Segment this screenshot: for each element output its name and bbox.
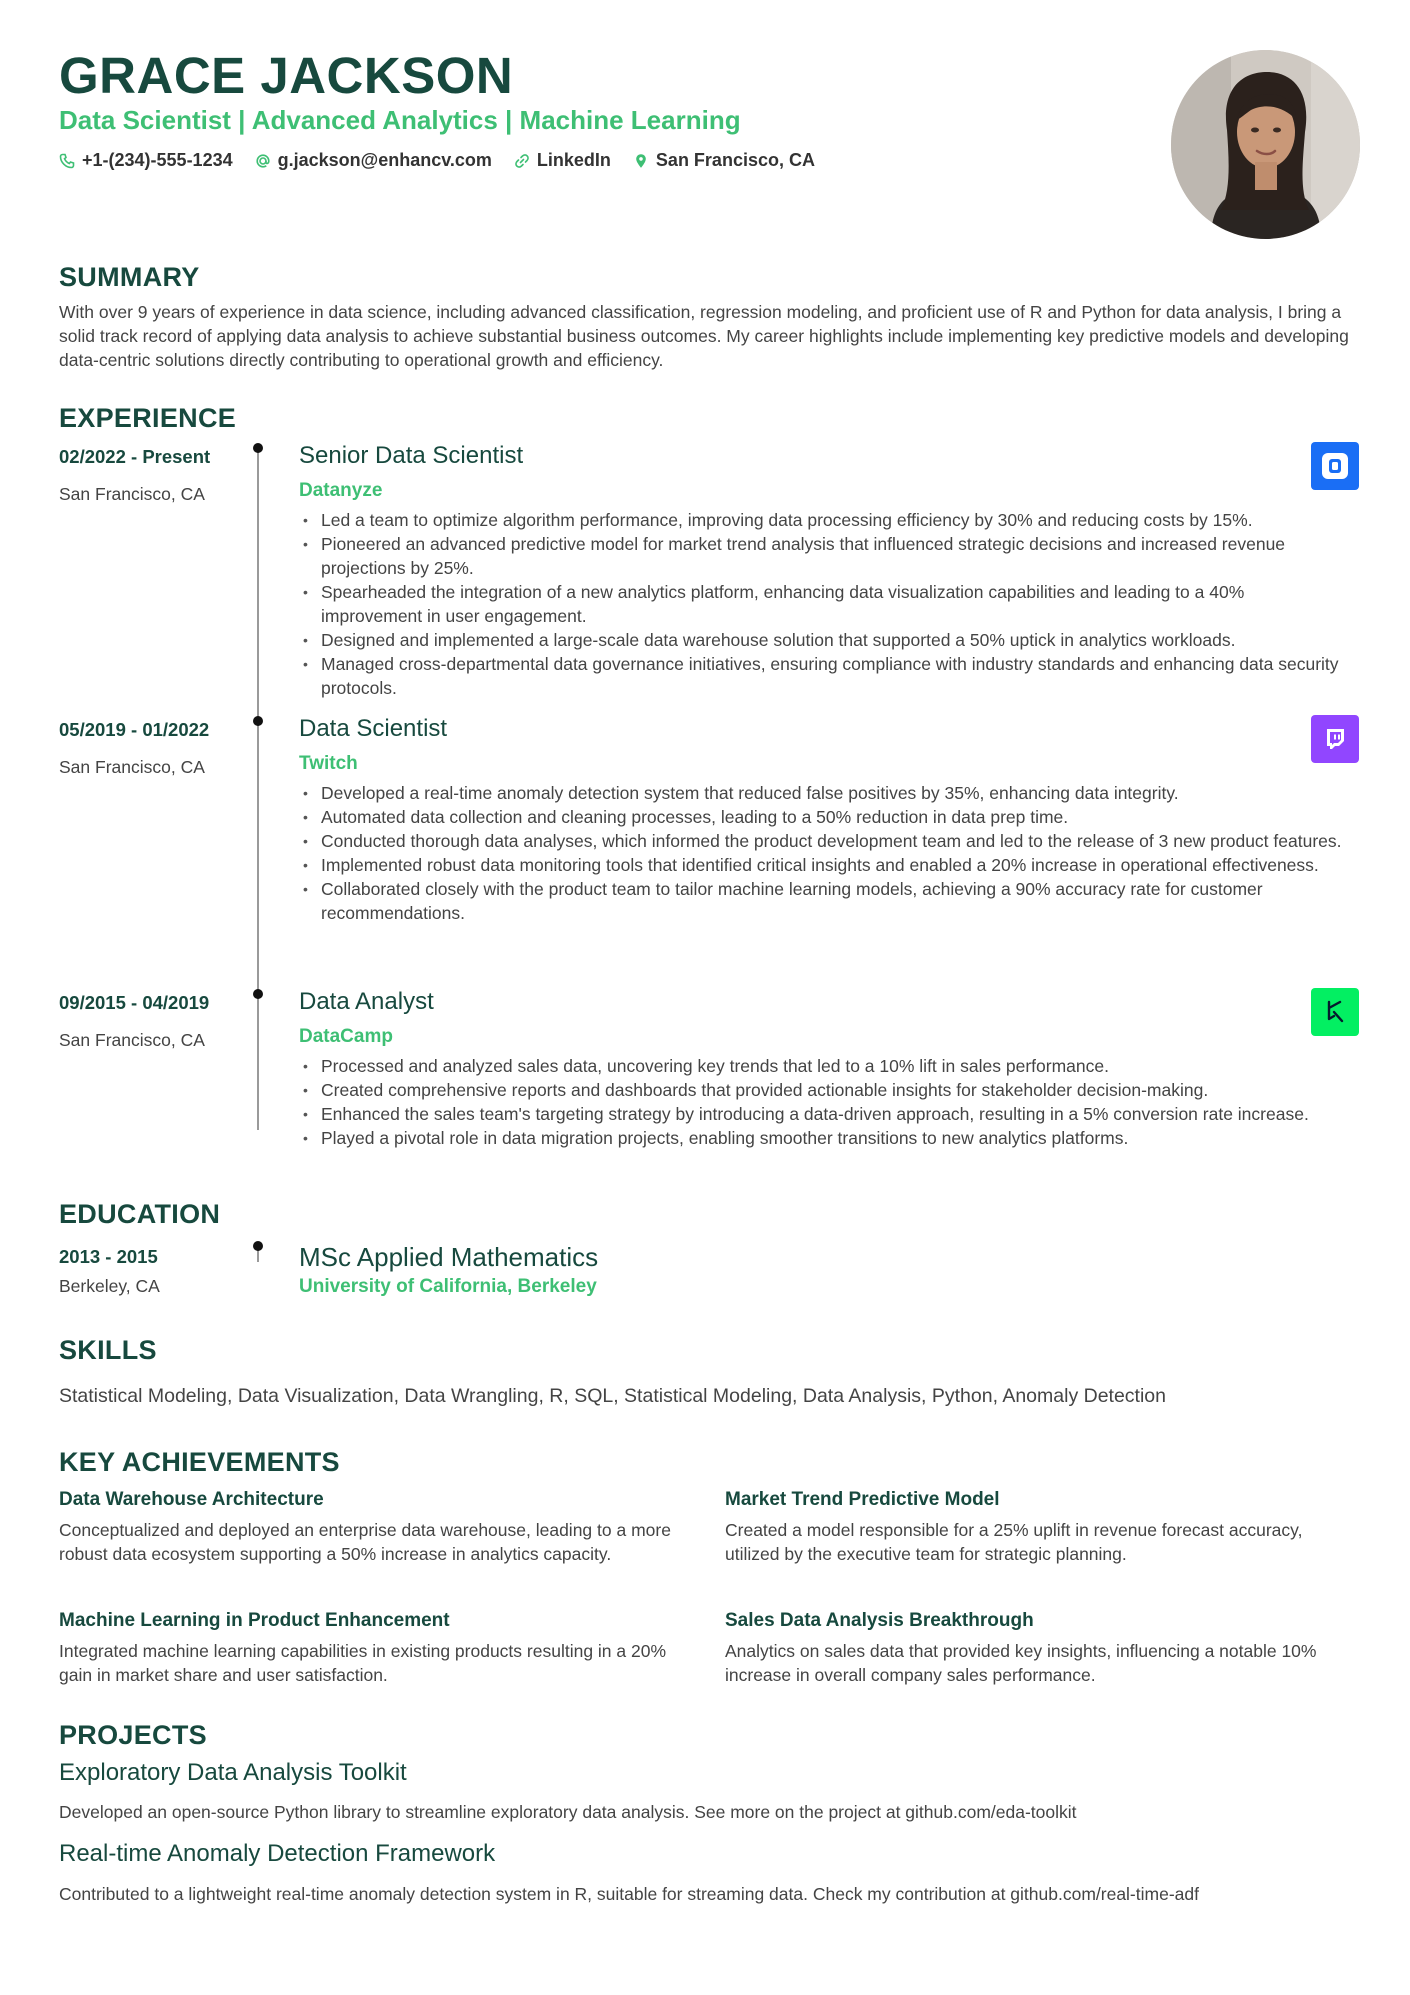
phone-text: +1-(234)-555-1234 bbox=[82, 150, 233, 170]
project-title: Real-time Anomaly Detection Framework bbox=[59, 1840, 496, 1867]
job-bullet: • Collaborated closely with the product team to tailor machine learning models, achieving a 90% accuracy rate for customer recommendations. bbox=[299, 877, 1349, 925]
job-dates: 09/2015 - 04/2019 bbox=[59, 992, 210, 1013]
project-description: Developed an open-source Python library to streamline exploratory data analysis. See more on the project at github.com/eda-toolkit bbox=[59, 1802, 1077, 1822]
education-location: Berkeley, CA bbox=[59, 1276, 160, 1296]
phone-icon bbox=[59, 153, 75, 169]
job-bullet: • Played a pivotal role in data migration projects, enabling smoother transitions to new analytics platforms. bbox=[299, 1126, 1349, 1150]
projects-heading: PROJECTS bbox=[59, 1720, 207, 1750]
timeline-dot bbox=[253, 1241, 263, 1251]
achievement-text: Conceptualized and deployed an enterprise data warehouse, leading to a more robust data ecosystem supporting a 50% increase in analytics capacity. bbox=[59, 1520, 671, 1564]
timeline-dot bbox=[253, 443, 263, 453]
datanyze-logo-icon bbox=[1311, 442, 1359, 490]
job-dates: 05/2019 - 01/2022 bbox=[59, 719, 210, 740]
achievement-text: Integrated machine learning capabilities in existing products resulting in a 20% gain in market share and user satisfaction. bbox=[59, 1641, 667, 1685]
datacamp-logo-icon bbox=[1311, 988, 1359, 1036]
linkedin-text: LinkedIn bbox=[536, 150, 611, 170]
job-bullet: • Led a team to optimize algorithm performance, improving data processing efficiency by 30% and reducing costs by 15%. bbox=[299, 508, 1349, 532]
job-bullet: • Pioneered an advanced predictive model for market trend analysis that influenced strategic decisions and increased revenue projections by 25%. bbox=[299, 532, 1349, 580]
achievement-text: Created a model responsible for a 25% uplift in revenue forecast accuracy, utilized by the executive team for strategic planning. bbox=[725, 1520, 1303, 1564]
profile-photo bbox=[1171, 50, 1360, 239]
experience-heading: EXPERIENCE bbox=[59, 403, 237, 433]
job-bullet: • Created comprehensive reports and dashboards that provided actionable insights for stakeholder decision-making. bbox=[299, 1078, 1349, 1102]
job-location: San Francisco, CA bbox=[59, 484, 205, 504]
job-bullet: • Designed and implemented a large-scale data warehouse solution that supported a 50% uptick in analytics workloads. bbox=[299, 628, 1349, 652]
summary-text: With over 9 years of experience in data science, including advanced classification, regression modeling, and proficient use of R and Python for data analysis, I bring a solid track record of applying data analysis to achieve substantial business outcomes. My career highlights include implementing key predictive models and developing data-centric solutions directly contributing to operational growth and efficiency. bbox=[59, 302, 1349, 370]
achievement-item bbox=[725, 1486, 1345, 1566]
job-bullet: • Spearheaded the integration of a new analytics platform, enhancing data visualization capabilities and leading to a 40% improvement in user engagement. bbox=[299, 580, 1349, 628]
timeline-dot bbox=[253, 989, 263, 999]
achievement-item bbox=[59, 1607, 679, 1687]
achievement-title: Market Trend Predictive Model bbox=[725, 1489, 1000, 1510]
achievement-title: Data Warehouse Architecture bbox=[59, 1489, 324, 1510]
link-icon bbox=[514, 153, 530, 169]
achievements-heading: KEY ACHIEVEMENTS bbox=[59, 1447, 340, 1477]
contact-email[interactable] bbox=[255, 150, 492, 171]
job-bullet: • Automated data collection and cleaning processes, leading to a 50% reduction in data prep time. bbox=[299, 805, 1349, 829]
contact-location bbox=[633, 150, 815, 171]
job-bullet: • Conducted thorough data analyses, which informed the product development team and led to the release of 3 new product features. bbox=[299, 829, 1349, 853]
summary-heading: SUMMARY bbox=[59, 262, 200, 292]
job-bullets bbox=[299, 1054, 1349, 1150]
education-heading: EDUCATION bbox=[59, 1199, 221, 1229]
portrait-illustration bbox=[1171, 50, 1360, 239]
skills-list: Statistical Modeling, Data Visualization, Data Wrangling, R, SQL, Statistical Modeling, Data Analysis, Python, Anomaly Detection bbox=[59, 1385, 1166, 1407]
achievement-title: Machine Learning in Product Enhancement bbox=[59, 1610, 450, 1631]
education-dates: 2013 - 2015 bbox=[59, 1246, 158, 1267]
job-role: Data Analyst bbox=[299, 988, 434, 1015]
job-location: San Francisco, CA bbox=[59, 1030, 205, 1050]
email-text: g.jackson@enhancv.com bbox=[277, 150, 492, 170]
job-location: San Francisco, CA bbox=[59, 757, 205, 777]
job-role: Senior Data Scientist bbox=[299, 442, 524, 469]
achievement-item bbox=[59, 1486, 679, 1566]
contact-linkedin[interactable] bbox=[514, 150, 611, 171]
job-bullet: • Managed cross-departmental data governance initiatives, ensuring compliance with industry standards and enhancing data security protocols. bbox=[299, 652, 1349, 700]
skills-heading: SKILLS bbox=[59, 1335, 157, 1365]
education-degree: MSc Applied Mathematics bbox=[299, 1242, 599, 1272]
achievement-title: Sales Data Analysis Breakthrough bbox=[725, 1610, 1034, 1631]
job-bullets bbox=[299, 781, 1349, 925]
job-bullet: • Enhanced the sales team's targeting strategy by introducing a data-driven approach, resulting in a 5% conversion rate increase. bbox=[299, 1102, 1349, 1126]
location-text: San Francisco, CA bbox=[655, 150, 815, 170]
candidate-headline: Data Scientist | Advanced Analytics | Machine Learning bbox=[59, 105, 741, 135]
achievement-text: Analytics on sales data that provided key insights, influencing a notable 10% increase in overall company sales performance. bbox=[725, 1641, 1317, 1685]
job-role: Data Scientist bbox=[299, 715, 448, 742]
candidate-name: GRACE JACKSON bbox=[59, 47, 514, 104]
experience-timeline bbox=[257, 450, 259, 1130]
job-company: Twitch bbox=[299, 753, 358, 774]
job-bullet: • Developed a real-time anomaly detection system that reduced false positives by 35%, enhancing data integrity. bbox=[299, 781, 1349, 805]
education-school: University of California, Berkeley bbox=[299, 1276, 597, 1297]
twitch-logo-icon bbox=[1311, 715, 1359, 763]
at-icon bbox=[255, 153, 271, 169]
job-company: DataCamp bbox=[299, 1026, 393, 1047]
achievement-item bbox=[725, 1607, 1345, 1687]
job-bullets bbox=[299, 508, 1349, 700]
education-timeline bbox=[257, 1250, 259, 1262]
project-description: Contributed to a lightweight real-time anomaly detection system in R, suitable for streaming data. Check my contribution at github.com/real-time-adf bbox=[59, 1884, 1199, 1904]
job-bullet: • Processed and analyzed sales data, uncovering key trends that led to a 10% lift in sales performance. bbox=[299, 1054, 1349, 1078]
project-title: Exploratory Data Analysis Toolkit bbox=[59, 1759, 407, 1786]
contact-phone[interactable] bbox=[59, 150, 233, 171]
timeline-dot bbox=[253, 716, 263, 726]
location-pin-icon bbox=[633, 153, 649, 169]
job-company: Datanyze bbox=[299, 480, 383, 501]
job-dates: 02/2022 - Present bbox=[59, 446, 211, 467]
job-bullet: • Implemented robust data monitoring tools that identified critical insights and enabled a 20% increase in operational effectiveness. bbox=[299, 853, 1349, 877]
contact-bar bbox=[59, 150, 815, 171]
